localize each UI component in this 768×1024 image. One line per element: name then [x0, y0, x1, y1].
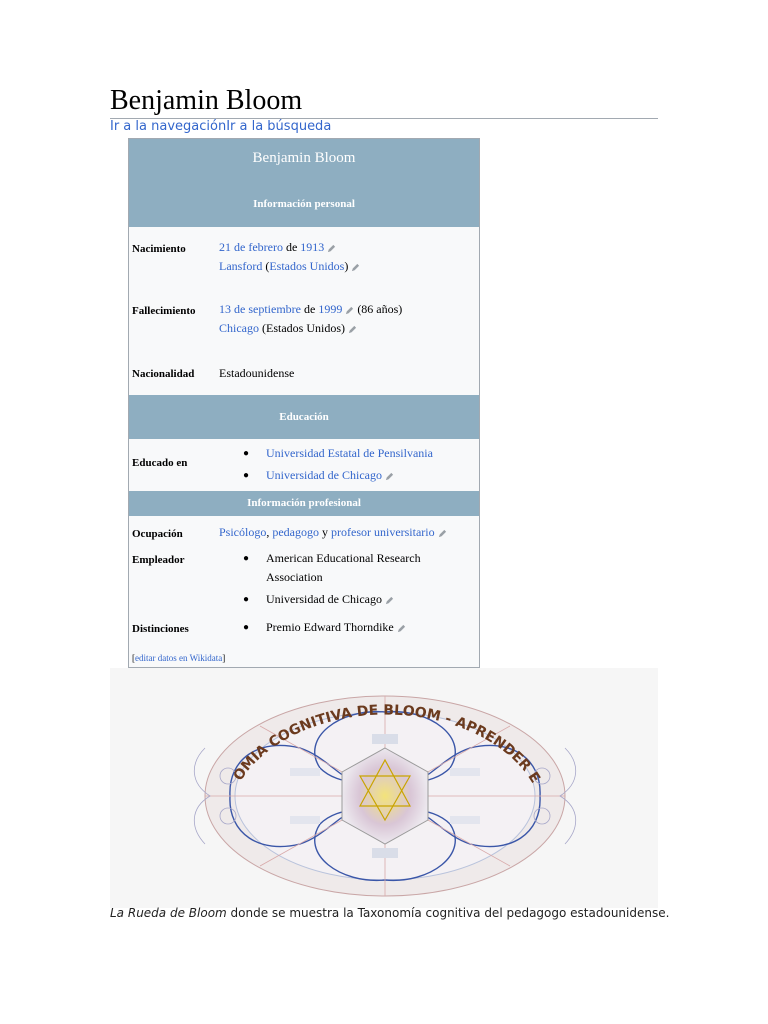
employer-item: [266, 590, 394, 609]
pencil-icon[interactable]: [385, 472, 394, 481]
infobox-title: Benjamin Bloom: [252, 150, 356, 166]
pencil-icon[interactable]: [348, 325, 357, 334]
death-place: [219, 321, 357, 336]
pencil-icon[interactable]: [345, 306, 354, 315]
occupation-sep: ,: [266, 525, 273, 539]
bullet: ●: [243, 448, 250, 459]
pencil-icon[interactable]: [351, 263, 360, 272]
pencil-icon[interactable]: [327, 244, 336, 253]
bloom-wheel-image: [110, 668, 658, 908]
occupation-y: y: [319, 525, 331, 539]
pencil-icon[interactable]: [385, 596, 394, 605]
death-day-link[interactable]: 13 de septiembre: [219, 302, 301, 316]
education-item-link[interactable]: Universidad de Chicago: [266, 468, 382, 482]
occupation-link[interactable]: Psicólogo: [219, 525, 267, 539]
awards-label: Distinciones: [132, 623, 189, 635]
caption-text: donde se muestra la Taxonomía cognitiva del pedagogo estadounidense.: [226, 906, 670, 920]
edit-wikidata-link[interactable]: editar datos en Wikidata: [135, 653, 223, 663]
bullet: ●: [243, 594, 250, 605]
award-item-text: Premio Edward Thorndike: [266, 620, 394, 634]
birth-place: Lansford (Estados Unidos): [219, 259, 360, 274]
education-item-link[interactable]: Universidad Estatal de Pensilvania: [266, 446, 433, 460]
education-label: Educado en: [132, 457, 188, 469]
birth-date: [219, 240, 336, 255]
employer-item: American Educational Research Association: [266, 551, 421, 584]
jump-to-navigation-link[interactable]: Ir a la navegación: [110, 119, 227, 134]
birth-label: Nacimiento: [132, 243, 186, 255]
occupation-link[interactable]: profesor universitario: [331, 525, 435, 539]
infobox-header: [129, 139, 479, 227]
wikidata-edit: [editar datos en Wikidata]: [132, 653, 226, 663]
pencil-icon[interactable]: [397, 624, 406, 633]
death-label: Fallecimiento: [132, 305, 196, 317]
death-place-link[interactable]: Chicago: [219, 321, 259, 335]
death-year-link[interactable]: 1999: [318, 302, 343, 316]
section-education: Educación: [129, 395, 479, 439]
birth-country-link[interactable]: Estados Unidos: [269, 259, 345, 273]
bullet: ●: [243, 553, 250, 564]
section-professional: Información profesional: [129, 491, 479, 516]
birth-year-link[interactable]: 1913: [300, 240, 325, 254]
bullet: ●: [243, 470, 250, 481]
education-item: [266, 466, 394, 485]
caption-title: La Rueda de Bloom: [110, 906, 227, 920]
jump-links: [110, 119, 331, 134]
jump-to-search-link[interactable]: Ir a la búsqueda: [226, 119, 332, 134]
death-age: (86 años): [354, 302, 403, 316]
birth-de: de: [282, 240, 301, 254]
infobox: [128, 138, 480, 668]
death-country: (Estados Unidos): [259, 321, 345, 335]
figure-caption: [110, 906, 669, 920]
bullet: ●: [243, 622, 250, 633]
pencil-icon[interactable]: [438, 529, 447, 538]
birth-place-link[interactable]: Lansford: [219, 259, 263, 273]
employer-item-text: Universidad de Chicago: [266, 592, 382, 606]
birth-day-link[interactable]: 21 de febrero: [219, 240, 283, 254]
bloom-wheel-illustration: [110, 668, 658, 908]
occupation-value: [219, 525, 447, 540]
death-date: [219, 302, 402, 317]
employer-label: Empleador: [132, 554, 185, 566]
award-item: [266, 618, 406, 637]
death-de: de: [300, 302, 319, 316]
occupation-link[interactable]: pedagogo: [272, 525, 319, 539]
nationality-label: Nacionalidad: [132, 368, 195, 380]
wheel-title: OMIA COGNITIVA DE BLOOM - APRENDER E: [230, 702, 544, 787]
section-personal-info: Información personal: [253, 198, 355, 210]
nationality-value: Estadounidense: [219, 366, 295, 380]
page-title: Benjamin Bloom: [110, 84, 658, 119]
occupation-label: Ocupación: [132, 528, 183, 540]
